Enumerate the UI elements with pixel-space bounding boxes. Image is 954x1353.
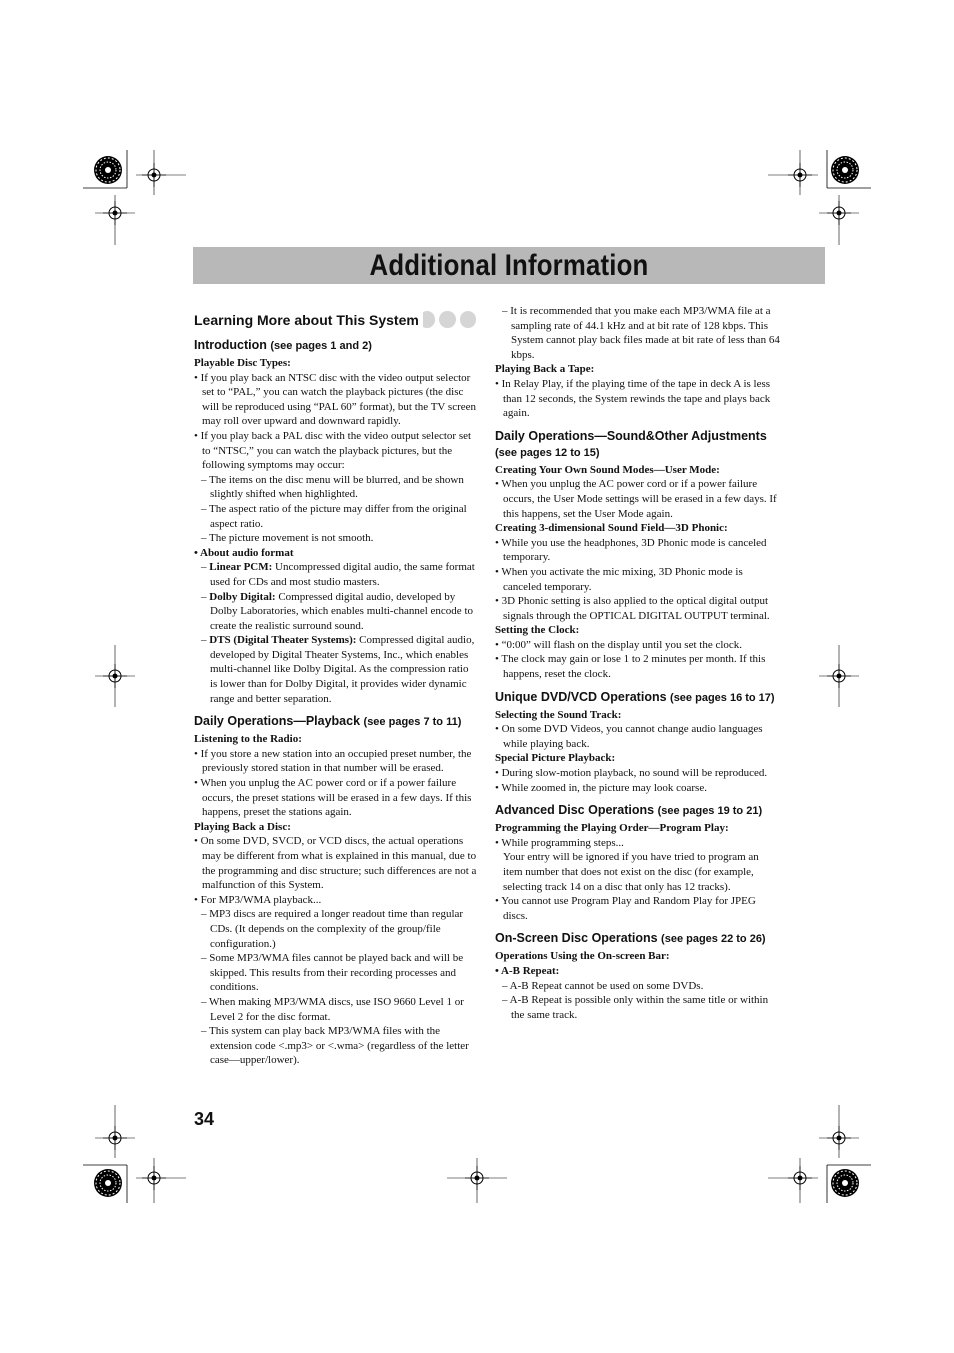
subheading-on-screen: On-Screen Disc Operations (see pages 22 to 26) <box>495 931 766 946</box>
sound-track-heading: Selecting the Sound Track: <box>495 708 622 721</box>
starburst-icon <box>831 1169 859 1197</box>
dash-item: – DTS (Digital Theater Systems): Compressed digital audio, developed by Digital Theater Systems, Inc., which enables multi-channel like Dolby Digital. As the compression ratio is lower than for Dolby Digital, it provides wider dynamic range and better separation. <box>201 634 475 705</box>
bullet: • While you use the headphones, 3D Phonic mode is canceled temporary. <box>495 536 767 564</box>
dash-item: – This system can play back MP3/WMA files with the extension code <.mp3> or <.wma> (regardless of the letter case—upper/lower). <box>201 1025 469 1067</box>
bullet: • If you store a new station into an occupied preset number, the previously stored station in that number will be erased. <box>194 747 472 775</box>
user-mode-heading: Creating Your Own Sound Modes—User Mode: <box>495 463 720 476</box>
on-screen-bar-heading: Operations Using the On-screen Bar: <box>495 950 670 963</box>
bullet: • “0:00” will flash on the display until you set the clock. <box>495 638 743 651</box>
dash-item: – Dolby Digital: Compressed digital audio, developed by Dolby Laboratories, which enables multi-channel encode to create the realistic surround sound. <box>201 590 473 632</box>
disc-heading: Playing Back a Disc: <box>194 820 291 833</box>
section-title: Learning More about This System <box>194 309 423 331</box>
dash-item: – MP3 discs are required a longer readout time than regular CDs. (It depends on the complexity of the group/file configuration.) <box>201 908 464 950</box>
program-play-heading: Programming the Playing Order—Program Play: <box>495 822 729 835</box>
subheading-advanced-disc: Advanced Disc Operations (see pages 19 to 21) <box>495 803 763 818</box>
starburst-icon <box>831 156 859 184</box>
bullet: • If you play back a PAL disc with the video output selector set to “NTSC,” you can watch the playback pictures, but the following symptoms may occur: <box>194 429 472 472</box>
bullet: • During slow-motion playback, no sound will be reproduced. <box>495 767 768 780</box>
dash-item: – The items on the disc menu will be blurred, and be shown slightly shifted when highlighted. <box>201 473 464 501</box>
dash-item: – It is recommended that you make each MP3/WMA file at a sampling rate of 44.1 kHz and at bit rate of 128 kbps. This System cannot play back files made at bit rate of less than 64 kbps. <box>502 305 780 361</box>
subheading-unique-dvd-vcd: Unique DVD/VCD Operations (see pages 16 to 17) <box>495 689 775 704</box>
bullet: • For MP3/WMA playback... <box>194 893 322 906</box>
dash-item: – The picture movement is not smooth. <box>201 532 374 545</box>
dash-item: – The aspect ratio of the picture may differ from the original aspect ratio. <box>201 502 467 530</box>
audio-format-heading: • About audio format <box>194 546 294 559</box>
bullet: • The clock may gain or lose 1 to 2 minutes per month. If this happens, reset the clock. <box>495 653 766 681</box>
left-column <box>194 309 478 1068</box>
dash-item: – Linear PCM: Uncompressed digital audio, the same format used for CDs and most studio masters. <box>201 561 475 588</box>
dash-item: – When making MP3/WMA discs, use ISO 9660 Level 1 or Level 2 for the disc format. <box>201 995 464 1023</box>
page-title: Additional Information <box>369 249 649 282</box>
bullet: • In Relay Play, if the playing time of the tape in deck A is less than 12 seconds, the System rewinds the tape and plays back again. <box>495 377 771 420</box>
bullet: • While zoomed in, the picture may look coarse. <box>495 781 707 794</box>
dash-item: – A-B Repeat is possible only within the same title or within the same track. <box>502 994 769 1021</box>
bullet: • If you play back an NTSC disc with the video output selector set to “PAL,” you can watch the playback pictures (the disc will be reproduced using “PAL 60” format), but the TV screen may roll over upward and downward rapidly. <box>194 371 477 428</box>
special-playback-heading: Special Picture Playback: <box>495 752 616 765</box>
bullet: • On some DVD, SVCD, or VCD discs, the actual operations may be different from what is explained in this manual, due to the programming and disc structure; such differences are not a malfunction of this System. <box>194 835 477 892</box>
radio-heading: Listening to the Radio: <box>194 733 302 746</box>
bullet-continuation: Your entry will be ignored if you have tried to program an item number that does not exist on the disc (for example, selecting track 14 on a disc that only has 12 tracks). <box>503 851 759 893</box>
clock-heading: Setting the Clock: <box>495 624 580 637</box>
bullet: • While programming steps... <box>495 836 624 849</box>
subheading-daily-playback: Daily Operations—Playback (see pages 7 to 11) <box>194 714 462 729</box>
starburst-icon <box>94 156 122 184</box>
bullet: • You cannot use Program Play and Random Play for JPEG discs. <box>495 895 756 922</box>
playable-disc-types-heading: Playable Disc Types: <box>194 357 291 369</box>
right-column <box>495 304 780 1022</box>
dash-item: – A-B Repeat cannot be used on some DVDs. <box>502 979 704 992</box>
bullet: • When you unplug the AC power cord or if a power failure occurs, the preset stations will be erased in a few days. If this happens, preset the stations again. <box>194 777 472 819</box>
bullet: • When you unplug the AC power cord or if a power failure occurs, the User Mode settings will be erased in a few days. If this happens, set the User Mode again. <box>495 478 777 520</box>
bullet: • 3D Phonic setting is also applied to the optical digital output signals through the OPTICAL DIGITAL OUTPUT terminal. <box>495 595 770 622</box>
page-title-bar <box>193 247 825 284</box>
section-header <box>194 309 478 331</box>
ab-repeat-heading: • A-B Repeat: <box>495 964 560 977</box>
starburst-icon <box>94 1169 122 1197</box>
bullet: • On some DVD Videos, you cannot change audio languages while playing back. <box>495 723 763 750</box>
dash-item: – Some MP3/WMA files cannot be played back and will be skipped. This results from their recording processes and conditions. <box>201 952 464 994</box>
tape-heading: Playing Back a Tape: <box>495 363 595 376</box>
subheading-introduction: Introduction (see pages 1 and 2) <box>194 338 372 352</box>
subheading-sound-adjustments: Daily Operations—Sound&Other Adjustments (see pages 12 to 15) <box>495 428 767 459</box>
3d-phonic-heading: Creating 3-dimensional Sound Field—3D Phonic: <box>495 522 728 535</box>
bullet: • When you activate the mic mixing, 3D Phonic mode is canceled temporary. <box>495 565 743 593</box>
page-number: 34 <box>194 1109 215 1129</box>
